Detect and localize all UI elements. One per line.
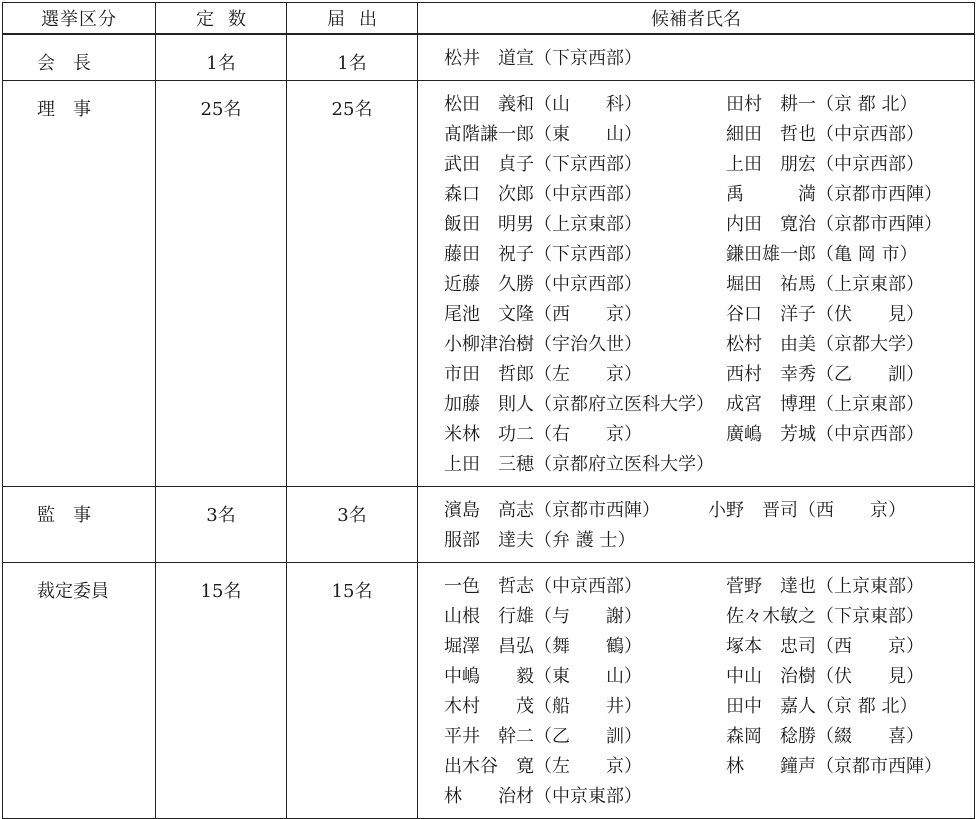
section-row <box>3 487 975 563</box>
candidate-name: 菅野 達也（上京東部） <box>726 576 924 597</box>
candidate-name: 内田 寛治（京都市西陣） <box>726 214 942 235</box>
candidate-name: 尾池 文隆（西 京） <box>444 304 642 325</box>
candidate-name: 鎌田雄一郎（亀 岡 市） <box>726 244 918 265</box>
section-category: 裁定委員 <box>3 563 156 819</box>
candidate-list <box>418 81 975 487</box>
candidate-list <box>418 563 975 819</box>
candidate-line <box>418 782 974 812</box>
candidate-name: 田中 嘉人（京 都 北） <box>726 696 918 717</box>
candidate-line <box>418 150 974 180</box>
candidate-name: 森口 次郎（中京西部） <box>444 184 642 205</box>
section-row <box>3 563 975 819</box>
candidate-name: 堀田 祐馬（上京東部） <box>726 274 924 295</box>
candidate-name: 出木谷 寛（左 京） <box>444 756 642 777</box>
section-row <box>3 34 975 81</box>
candidate-name: 上田 朋宏（中京西部） <box>726 154 924 175</box>
header-filed: 届出 <box>287 3 418 35</box>
candidate-name: 細田 哲也（中京西部） <box>726 124 924 145</box>
candidate-name: 木村 茂（船 井） <box>444 696 642 717</box>
candidate-name: 森岡 稔勝（綴 喜） <box>726 726 924 747</box>
candidate-name: 林 鐘声（京都市西陣） <box>726 756 942 777</box>
candidate-line <box>418 300 974 330</box>
election-table <box>2 2 975 819</box>
candidate-name: 近藤 久勝（中京西部） <box>444 274 642 295</box>
candidate-line <box>418 752 974 782</box>
section-fixed: 1名 <box>156 34 287 81</box>
candidate-name: 加藤 則人（京都府立医科大学） <box>444 394 714 415</box>
candidate-name: 松田 義和（山 科） <box>444 94 642 115</box>
section-fixed: 15名 <box>156 563 287 819</box>
candidate-line <box>418 44 974 74</box>
candidate-line <box>418 496 974 526</box>
section-category: 理 事 <box>3 81 156 487</box>
candidate-line <box>418 180 974 210</box>
candidate-name: 谷口 洋子（伏 見） <box>726 304 924 325</box>
candidate-list <box>418 487 975 563</box>
candidate-name: 一色 哲志（中京西部） <box>444 576 642 597</box>
candidate-name: 濱島 高志（京都市西陣） <box>444 500 660 521</box>
candidate-name: 上田 三穂（京都府立医科大学） <box>444 454 714 475</box>
section-filed: 15名 <box>287 563 418 819</box>
header-fixed: 定数 <box>156 3 287 35</box>
candidate-line <box>418 450 974 480</box>
candidate-line <box>418 240 974 270</box>
candidate-name: 藤田 祝子（下京西部） <box>444 244 642 265</box>
candidate-name: 武田 貞子（下京西部） <box>444 154 642 175</box>
candidate-line <box>418 120 974 150</box>
candidate-name: 廣嶋 芳城（中京西部） <box>726 424 924 445</box>
candidate-line <box>418 420 974 450</box>
section-filed: 25名 <box>287 81 418 487</box>
candidate-name: 市田 哲郎（左 京） <box>444 364 642 385</box>
candidate-line <box>418 90 974 120</box>
candidate-name: 塚本 忠司（西 京） <box>726 636 924 657</box>
candidate-line <box>418 270 974 300</box>
section-filed: 1名 <box>287 34 418 81</box>
candidate-line <box>418 662 974 692</box>
section-category: 監 事 <box>3 487 156 563</box>
candidate-name: 平井 幹二（乙 訓） <box>444 726 642 747</box>
candidate-line <box>418 692 974 722</box>
candidate-line <box>418 526 974 556</box>
candidate-line <box>418 390 974 420</box>
candidate-line <box>418 360 974 390</box>
candidate-name: 田村 耕一（京 都 北） <box>726 94 918 115</box>
table-body <box>3 34 975 819</box>
section-fixed: 25名 <box>156 81 287 487</box>
candidate-line <box>418 602 974 632</box>
section-filed: 3名 <box>287 487 418 563</box>
candidate-name: 飯田 明男（上京東部） <box>444 214 642 235</box>
candidate-name: 松村 由美（京都大学） <box>726 334 924 355</box>
candidate-name: 小柳津治樹（宇治久世） <box>444 334 642 355</box>
header-category: 選挙区分 <box>3 3 156 35</box>
header-candidates: 候補者氏名 <box>418 3 975 35</box>
candidate-name: 禹 満（京都市西陣） <box>726 184 942 205</box>
candidate-name: 米林 功二（右 京） <box>444 424 642 445</box>
candidate-name: 林 治材（中京東部） <box>444 786 642 807</box>
header-row <box>3 3 975 35</box>
candidate-list <box>418 34 975 81</box>
candidate-name: 堀澤 昌弘（舞 鶴） <box>444 636 642 657</box>
candidate-line <box>418 330 974 360</box>
candidate-name: 小野 晋司（西 京） <box>708 500 906 521</box>
candidate-name: 中嶋 毅（東 山） <box>444 666 642 687</box>
candidate-name: 成宮 博理（上京東部） <box>726 394 924 415</box>
candidate-line <box>418 210 974 240</box>
section-category: 会 長 <box>3 34 156 81</box>
candidate-name: 中山 治樹（伏 見） <box>726 666 924 687</box>
candidate-line <box>418 572 974 602</box>
section-fixed: 3名 <box>156 487 287 563</box>
candidate-line <box>418 632 974 662</box>
candidate-name: 服部 達夫（弁 護 士） <box>444 530 636 551</box>
section-row <box>3 81 975 487</box>
candidate-name: 山根 行雄（与 謝） <box>444 606 642 627</box>
candidate-name: 髙階謙一郎（東 山） <box>444 124 642 145</box>
candidate-name: 佐々木敏之（下京東部） <box>726 606 924 627</box>
candidate-line <box>418 722 974 752</box>
candidate-name: 松井 道宣（下京西部） <box>444 48 642 69</box>
candidate-name: 西村 幸秀（乙 訓） <box>726 364 924 385</box>
